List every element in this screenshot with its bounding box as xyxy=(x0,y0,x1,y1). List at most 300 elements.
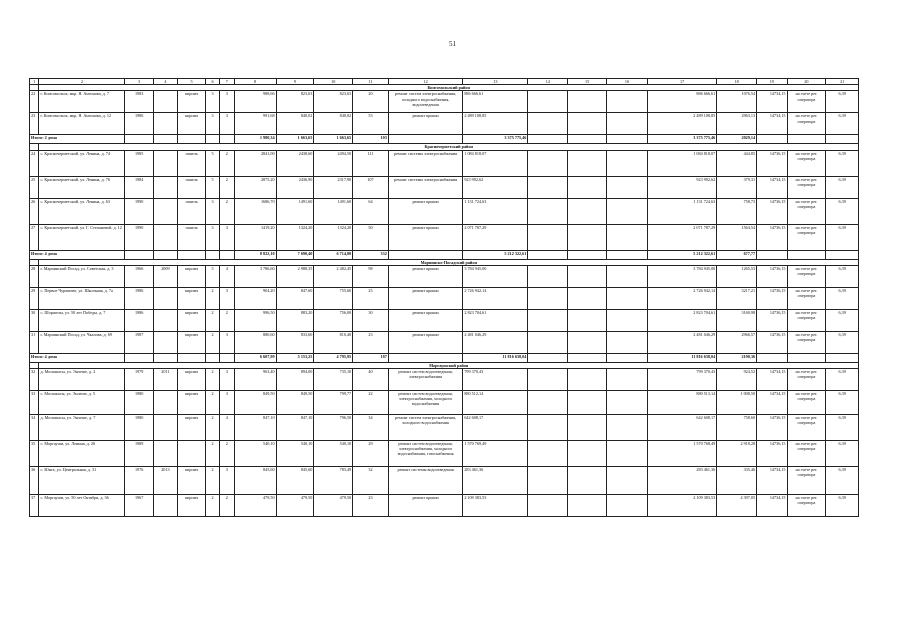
cell-c10: 1324,20 xyxy=(314,224,353,250)
cell-c4 xyxy=(153,391,177,415)
cell-c9: 847,60 xyxy=(276,287,314,309)
cell-c9: 845,60 xyxy=(276,467,314,495)
cell-c14 xyxy=(528,369,568,391)
total-c12 xyxy=(388,135,463,144)
total-label: Итого: 2 дома xyxy=(30,135,125,144)
cell-c17: 3 784 945,00 xyxy=(647,265,716,287)
cell-addr: г. Комсомольск, мкр. Я. Антонова, д. 12 xyxy=(39,113,125,135)
column-number: 19 xyxy=(757,79,787,85)
cell-c20: на счете рег. оператора xyxy=(787,495,826,517)
cell-c20: на счете рег. оператора xyxy=(787,91,826,113)
cell-c7: 3 xyxy=(219,287,234,309)
cell-c16 xyxy=(607,224,648,250)
cell-c14 xyxy=(528,467,568,495)
cell-c8: 963,40 xyxy=(234,369,276,391)
cell-c3: 1986 xyxy=(125,309,153,331)
column-number: 11 xyxy=(353,79,389,85)
cell-c7: 3 xyxy=(219,391,234,415)
cell-c13: 1 570 769,49 xyxy=(463,441,528,467)
cell-c14 xyxy=(528,391,568,415)
cell-c21: 6,39 xyxy=(826,198,859,224)
total-c11: 103 xyxy=(353,135,389,144)
cell-c7: 2 xyxy=(219,309,234,331)
cell-c17: 283 461,36 xyxy=(647,467,716,495)
cell-c4 xyxy=(153,287,177,309)
cell-c6: 3 xyxy=(206,91,220,113)
cell-c17: 799 370,43 xyxy=(647,369,716,391)
cell-c21: 6,39 xyxy=(826,150,859,176)
cell-c14 xyxy=(528,287,568,309)
total-c3 xyxy=(125,135,153,144)
cell-c9: 883,20 xyxy=(276,309,314,331)
cell-c13: 1 084 818,07 xyxy=(463,150,528,176)
total-c17: 11 816 638,04 xyxy=(647,353,716,362)
cell-c7: 3 xyxy=(219,224,234,250)
cell-c20: на счете рег. оператора xyxy=(787,441,826,467)
total-c10: 6 714,80 xyxy=(314,250,353,259)
cell-c6: 3 xyxy=(206,224,220,250)
cell-c15 xyxy=(568,415,607,441)
cell-c5: кирпич xyxy=(177,91,205,113)
cell-c13: 2 489 108,85 xyxy=(463,113,528,135)
cell-c16 xyxy=(607,331,648,353)
cell-c19: 14734,15 xyxy=(757,91,787,113)
cell-c15 xyxy=(568,391,607,415)
cell-c15 xyxy=(568,198,607,224)
table-row xyxy=(30,150,859,176)
total-c6 xyxy=(206,353,220,362)
cell-c9: 1491,60 xyxy=(276,198,314,224)
cell-c16 xyxy=(607,176,648,198)
total-c12 xyxy=(388,353,463,362)
cell-c11: 107 xyxy=(353,176,389,198)
cell-c7: 3 xyxy=(219,369,234,391)
cell-c20: на счете рег. оператора xyxy=(787,467,826,495)
cell-c19: 14736,15 xyxy=(757,309,787,331)
cell-c16 xyxy=(607,113,648,135)
cell-n: 32 xyxy=(30,369,39,391)
cell-addr: с. Красночерметский, ул. Ленина, д. 74 xyxy=(39,150,125,176)
cell-c12: ремонт систем электроснабжения, холодного водоснабжения, водоотведения xyxy=(388,91,463,113)
cell-c21: 6,39 xyxy=(826,467,859,495)
total-c9: 5 153,25 xyxy=(276,353,314,362)
total-c18: 677,77 xyxy=(717,250,757,259)
cell-c5: кирпич xyxy=(177,331,205,353)
cell-c8: 845,60 xyxy=(234,467,276,495)
total-c6 xyxy=(206,135,220,144)
table-row xyxy=(30,441,859,467)
cell-c7: 4 xyxy=(219,415,234,441)
cell-c13: 923 992,62 xyxy=(463,176,528,198)
cell-c6: 2 xyxy=(206,369,220,391)
cell-c4 xyxy=(153,198,177,224)
cell-c13: 283 461,36 xyxy=(463,467,528,495)
cell-c11: 20 xyxy=(353,91,389,113)
cell-c21: 6,39 xyxy=(826,415,859,441)
total-c19 xyxy=(757,353,787,362)
cell-c10: 1491,60 xyxy=(314,198,353,224)
cell-c16 xyxy=(607,495,648,517)
cell-c8: 540,10 xyxy=(234,441,276,467)
cell-c8: 1686,70 xyxy=(234,198,276,224)
cell-c19: 14736,15 xyxy=(757,331,787,353)
cell-c11: 32 xyxy=(353,467,389,495)
cell-c21: 6,39 xyxy=(826,91,859,113)
total-c7 xyxy=(219,250,234,259)
cell-c21: 6,39 xyxy=(826,309,859,331)
column-number: 7 xyxy=(219,79,234,85)
cell-c5: панель xyxy=(177,176,205,198)
cell-c21: 6,39 xyxy=(826,224,859,250)
total-c8: 8 822,10 xyxy=(234,250,276,259)
cell-c3: 1980 xyxy=(125,415,153,441)
total-c5 xyxy=(177,353,205,362)
cell-n: 34 xyxy=(30,415,39,441)
total-c15 xyxy=(568,353,607,362)
cell-c19: 14736,15 xyxy=(757,287,787,309)
total-c16 xyxy=(607,135,648,144)
cell-c7: 3 xyxy=(219,91,234,113)
cell-c6: 3 xyxy=(206,198,220,224)
cell-c16 xyxy=(607,150,648,176)
cell-c16 xyxy=(607,198,648,224)
cell-c11: 23 xyxy=(353,495,389,517)
cell-c13: 886 666,61 xyxy=(463,91,528,113)
cell-c3: 1990 xyxy=(125,224,153,250)
total-row xyxy=(30,135,859,144)
cell-c18: 2 918,28 xyxy=(717,441,757,467)
cell-c15 xyxy=(568,309,607,331)
cell-c8: 2841,00 xyxy=(234,150,276,176)
total-c18: 2029,14 xyxy=(717,135,757,144)
cell-c10: 2 482,45 xyxy=(314,265,353,287)
cell-c16 xyxy=(607,369,648,391)
cell-c18: 924,52 xyxy=(717,369,757,391)
total-c13: 11 816 638,04 xyxy=(463,353,528,362)
cell-addr: с. Первое Чурашево, ул. Школьная, д. 7а xyxy=(39,287,125,309)
total-c8: 6 607,99 xyxy=(234,353,276,362)
cell-c17: 2 109 383,53 xyxy=(647,495,716,517)
cell-c5: кирпич xyxy=(177,415,205,441)
cell-c20: на счете рег. оператора xyxy=(787,369,826,391)
cell-c12: ремонт крыши xyxy=(388,309,463,331)
cell-c15 xyxy=(568,150,607,176)
cell-c5: кирпич xyxy=(177,287,205,309)
cell-c11: 64 xyxy=(353,198,389,224)
cell-n: 26 xyxy=(30,198,39,224)
cell-c12: ремонт систем электроснабжения, холодного водоснабжения xyxy=(388,415,463,441)
cell-c14 xyxy=(528,441,568,467)
cell-c12: ремонт системы электроснабжения xyxy=(388,176,463,198)
cell-c8: 1419,20 xyxy=(234,224,276,250)
cell-c10: 823,63 xyxy=(314,91,353,113)
cell-c10: 540,10 xyxy=(314,441,353,467)
table-row xyxy=(30,176,859,198)
cell-c9: 2 988,35 xyxy=(276,265,314,287)
cell-c21: 6,39 xyxy=(826,113,859,135)
cell-c14 xyxy=(528,415,568,441)
cell-c12: ремонт систем водоотведения, электроснабжения xyxy=(388,369,463,391)
cell-n: 23 xyxy=(30,113,39,135)
total-c12 xyxy=(388,250,463,259)
total-c10: 1 663,65 xyxy=(314,135,353,144)
total-c15 xyxy=(568,250,607,259)
column-number: 13 xyxy=(463,79,528,85)
cell-c14 xyxy=(528,224,568,250)
column-number: 5 xyxy=(177,79,205,85)
cell-c3: 1986 xyxy=(125,287,153,309)
total-c4 xyxy=(153,250,177,259)
cell-c6: 5 xyxy=(206,265,220,287)
cell-c4 xyxy=(153,415,177,441)
cell-c12: ремонт систем водоотведения, электроснабжения, холодного водоснабжения, газоснабжения xyxy=(388,441,463,467)
cell-c7: 2 xyxy=(219,176,234,198)
table-row xyxy=(30,369,859,391)
table-row xyxy=(30,265,859,287)
cell-c9: 849,50 xyxy=(276,391,314,415)
section-title: Мариинско-Посадский район xyxy=(39,259,859,265)
cell-c21: 6,39 xyxy=(826,287,859,309)
cell-c19: 14734,15 xyxy=(757,176,787,198)
total-row xyxy=(30,353,859,362)
cell-c18: 335,46 xyxy=(717,467,757,495)
cell-c9: 2436,90 xyxy=(276,176,314,198)
total-c3 xyxy=(125,250,153,259)
cell-c3: 1976 xyxy=(125,467,153,495)
cell-c3: 1990 xyxy=(125,198,153,224)
total-c13: 3 375 775,46 xyxy=(463,135,528,144)
cell-addr: с. Шоршелы, ул. 50 лет Победы, д. 7 xyxy=(39,309,125,331)
cell-c13: 2 823 704,61 xyxy=(463,309,528,331)
cell-c7: 3 xyxy=(219,467,234,495)
cell-c14 xyxy=(528,113,568,135)
cell-c19: 14736,15 xyxy=(757,150,787,176)
cell-c5: панель xyxy=(177,198,205,224)
cell-c7: 2 xyxy=(219,495,234,517)
cell-c5: кирпич xyxy=(177,265,205,287)
cell-c12: ремонт крыши xyxy=(388,331,463,353)
cell-c5: кирпич xyxy=(177,391,205,415)
table-row xyxy=(30,224,859,250)
cell-c15 xyxy=(568,91,607,113)
cell-n: 33 xyxy=(30,391,39,415)
cell-c4 xyxy=(153,150,177,176)
total-c9: 7 690,40 xyxy=(276,250,314,259)
cell-c7: 2 xyxy=(219,198,234,224)
cell-c11: 23 xyxy=(353,331,389,353)
cell-c13: 1 131 724,63 xyxy=(463,198,528,224)
cell-c6: 2 xyxy=(206,495,220,517)
table-row xyxy=(30,495,859,517)
cell-c7: 4 xyxy=(219,265,234,287)
cell-c13: 2 109 383,53 xyxy=(463,495,528,517)
total-c4 xyxy=(153,353,177,362)
cell-c12: ремонт крыши xyxy=(388,198,463,224)
cell-c15 xyxy=(568,287,607,309)
cell-c16 xyxy=(607,467,648,495)
cell-c5: кирпич xyxy=(177,309,205,331)
cell-c18: 1076,54 xyxy=(717,91,757,113)
total-c13: 5 212 322,61 xyxy=(463,250,528,259)
cell-c8: 991,68 xyxy=(234,113,276,135)
cell-c9: 894,00 xyxy=(276,369,314,391)
cell-c8: 849,50 xyxy=(234,391,276,415)
cell-c10: 756,00 xyxy=(314,309,353,331)
cell-c21: 6,39 xyxy=(826,176,859,198)
total-label: Итого: 4 дома xyxy=(30,250,125,259)
cell-c15 xyxy=(568,441,607,467)
total-c14 xyxy=(528,250,568,259)
cell-c8: 3 786,60 xyxy=(234,265,276,287)
cell-c16 xyxy=(607,309,648,331)
cell-c15 xyxy=(568,265,607,287)
total-c18: 2190,36 xyxy=(717,353,757,362)
column-number: 20 xyxy=(787,79,826,85)
cell-c7: 2 xyxy=(219,150,234,176)
cell-c20: на счете рег. оператора xyxy=(787,287,826,309)
cell-c4: 2009 xyxy=(153,265,177,287)
cell-c21: 6,39 xyxy=(826,441,859,467)
total-c3 xyxy=(125,353,153,362)
column-number: 3 xyxy=(125,79,153,85)
cell-c20: на счете рег. оператора xyxy=(787,113,826,135)
total-c14 xyxy=(528,353,568,362)
cell-c4 xyxy=(153,91,177,113)
cell-c8: 904,20 xyxy=(234,287,276,309)
cell-c10: 479,50 xyxy=(314,495,353,517)
cell-n: 36 xyxy=(30,467,39,495)
cell-c3: 1979 xyxy=(125,369,153,391)
cell-c6: 3 xyxy=(206,113,220,135)
cell-c6: 5 xyxy=(206,176,220,198)
cell-c19: 14734,15 xyxy=(757,369,787,391)
cell-c13: 642 608,17 xyxy=(463,415,528,441)
cell-c14 xyxy=(528,495,568,517)
cell-c10: 810,40 xyxy=(314,331,353,353)
total-row xyxy=(30,250,859,259)
cell-c11: 30 xyxy=(353,309,389,331)
cell-c8: 880,60 xyxy=(234,331,276,353)
cell-c16 xyxy=(607,391,648,415)
cell-c4 xyxy=(153,495,177,517)
cell-c16 xyxy=(607,91,648,113)
cell-c18: 1 008,50 xyxy=(717,391,757,415)
cell-c13: 2 726 942,14 xyxy=(463,287,528,309)
total-c7 xyxy=(219,135,234,144)
cell-c6: 2 xyxy=(206,391,220,415)
cell-c8: 479,50 xyxy=(234,495,276,517)
cell-addr: с. Красночерметский, ул. Г. Степановой, д. 12 xyxy=(39,224,125,250)
cell-c6: 5 xyxy=(206,150,220,176)
cell-c18: 2963,13 xyxy=(717,113,757,135)
cell-c9: 847,10 xyxy=(276,415,314,441)
cell-addr: с. Моргауши, ул. 50 лет Октября, д. 36 xyxy=(39,495,125,517)
cell-c4 xyxy=(153,441,177,467)
cell-n: 24 xyxy=(30,150,39,176)
cell-c11: 22 xyxy=(353,391,389,415)
table-row xyxy=(30,467,859,495)
cell-c13: 880 512,14 xyxy=(463,391,528,415)
cell-c8: 847,10 xyxy=(234,415,276,441)
cell-c4 xyxy=(153,331,177,353)
table-row xyxy=(30,198,859,224)
cell-c4: 2013 xyxy=(153,467,177,495)
cell-c14 xyxy=(528,176,568,198)
cell-n: 25 xyxy=(30,176,39,198)
cell-c17: 1 570 768,49 xyxy=(647,441,716,467)
cell-c10: 2494,50 xyxy=(314,150,353,176)
cell-c18: 444,85 xyxy=(717,150,757,176)
cell-c11: 98 xyxy=(353,265,389,287)
cell-c16 xyxy=(607,441,648,467)
column-number: 10 xyxy=(314,79,353,85)
table-row xyxy=(30,113,859,135)
total-c11: 187 xyxy=(353,353,389,362)
cell-c18: 379,31 xyxy=(717,176,757,198)
cell-c7: 2 xyxy=(219,441,234,467)
cell-c20: на счете рег. оператора xyxy=(787,150,826,176)
total-c20 xyxy=(787,135,826,144)
cell-addr: г. Комсомольск, мкр. Я. Антонова, д. 7 xyxy=(39,91,125,113)
cell-c16 xyxy=(607,265,648,287)
column-number: 9 xyxy=(276,79,314,85)
total-c16 xyxy=(607,250,648,259)
cell-c11: 53 xyxy=(353,113,389,135)
cell-c5 xyxy=(177,441,205,467)
cell-addr: с. Красночерметский, ул. Ленина, д. 76 xyxy=(39,176,125,198)
cell-addr: с. Юнга, ул. Центральная, д. 31 xyxy=(39,467,125,495)
cell-c9: 1324,20 xyxy=(276,224,314,250)
cell-c19: 14736,15 xyxy=(757,441,787,467)
cell-n: 37 xyxy=(30,495,39,517)
cell-c6: 2 xyxy=(206,467,220,495)
cell-c8: 2875,20 xyxy=(234,176,276,198)
cell-c14 xyxy=(528,265,568,287)
cell-c3: 1967 xyxy=(125,495,153,517)
total-c6 xyxy=(206,250,220,259)
cell-c19: 14734,15 xyxy=(757,113,787,135)
total-c17: 5 212 322,61 xyxy=(647,250,716,259)
cell-c20: на счете рег. оператора xyxy=(787,176,826,198)
cell-addr: г. Мариинский Посад, ул. Чкалова, д. 69 xyxy=(39,331,125,353)
total-c11: 332 xyxy=(353,250,389,259)
cell-c3: 1966 xyxy=(125,265,153,287)
cell-c9: 540,10 xyxy=(276,441,314,467)
cell-c21: 6,39 xyxy=(826,495,859,517)
cell-addr: с. Красночерметский, ул. Ленина, д. 63 xyxy=(39,198,125,224)
cell-c20: на счете рег. оператора xyxy=(787,198,826,224)
cell-c7: 3 xyxy=(219,113,234,135)
cell-c9: 840,02 xyxy=(276,113,314,135)
cell-c20: на счете рег. оператора xyxy=(787,224,826,250)
cell-c3: 1986 xyxy=(125,113,153,135)
cell-c18: 2966,57 xyxy=(717,331,757,353)
cell-c17: 2 071 787,29 xyxy=(647,224,716,250)
total-c20 xyxy=(787,353,826,362)
cell-c15 xyxy=(568,369,607,391)
cell-n: 27 xyxy=(30,224,39,250)
cell-c11: 111 xyxy=(353,150,389,176)
total-c21 xyxy=(826,135,859,144)
cell-c13: 799 370,43 xyxy=(463,369,528,391)
column-number: 16 xyxy=(607,79,648,85)
cell-c4 xyxy=(153,224,177,250)
cell-c11: 50 xyxy=(353,224,389,250)
cell-c17: 642 608,17 xyxy=(647,415,716,441)
page-number: 51 xyxy=(449,40,456,48)
cell-c8: 996,50 xyxy=(234,309,276,331)
column-number: 12 xyxy=(388,79,463,85)
